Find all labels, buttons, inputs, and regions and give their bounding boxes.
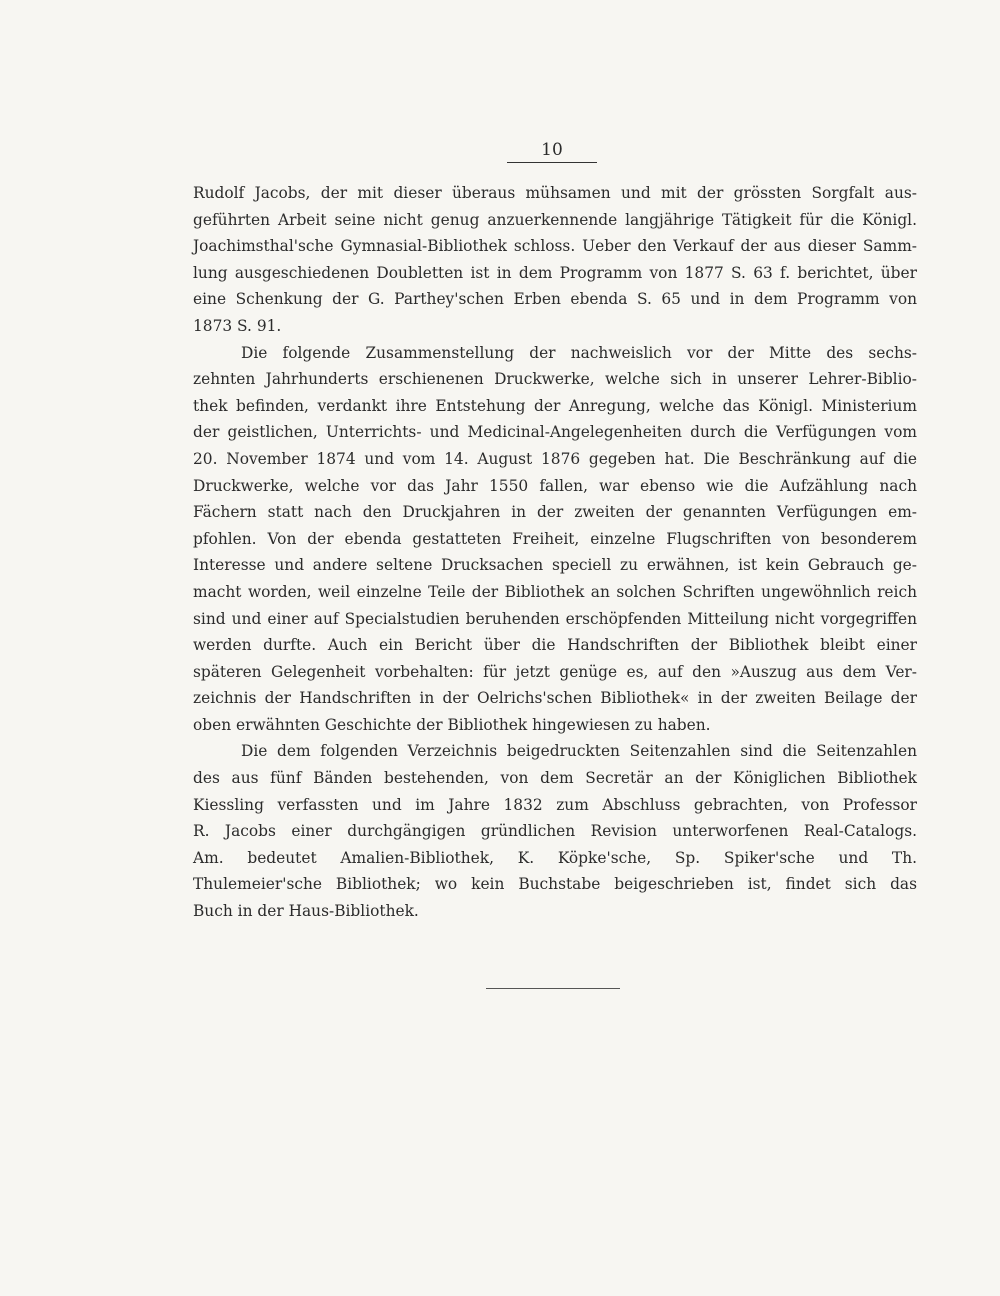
text-line: Thulemeier'sche Bibliothek; wo kein Buchstabe beigeschrieben ist, findet sich das (193, 875, 917, 894)
text-line: R. Jacobs einer durchgängigen gründlichen Revision unterworfenen Real-Catalogs. (193, 822, 917, 841)
text-line: werden durfte. Auch ein Bericht über die Handschriften der Bibliothek bleibt einer (193, 636, 917, 655)
text-line: zehnten Jahrhunderts erschienenen Druckwerke, welche sich in unserer Lehrer-Biblio- (193, 370, 917, 389)
paragraph-start-line: Die dem folgenden Verzeichnis beigedruckten Seitenzahlen sind die Seitenzahlen (241, 742, 917, 761)
section-end-rule (486, 988, 620, 989)
text-line: Joachimsthal'sche Gymnasial-Bibliothek schloss. Ueber den Verkauf der aus dieser Samm- (193, 237, 917, 256)
body-text (193, 180, 917, 925)
text-line: lung ausgeschiedenen Doubletten ist in dem Programm von 1877 S. 63 f. berichtet, über (193, 263, 917, 282)
text-line: 1873 S. 91. (193, 316, 282, 335)
text-line: späteren Gelegenheit vorbehalten: für jetzt genüge es, auf den »Auszug aus dem Ver- (193, 662, 917, 681)
text-line: der geistlichen, Unterrichts- und Medicinal-Angelegenheiten durch die Verfügungen vom (193, 423, 917, 442)
page-number-rule (507, 162, 597, 163)
text-line: Druckwerke, welche vor das Jahr 1550 fallen, war ebenso wie die Aufzählung nach (193, 476, 917, 495)
text-line: thek befinden, verdankt ihre Entstehung der Anregung, welche das Königl. Ministerium (193, 396, 917, 415)
page-number: 10 (541, 140, 563, 160)
text-line: 20. November 1874 und vom 14. August 1876 gegeben hat. Die Beschränkung auf die (193, 449, 917, 468)
text-line: oben erwähnten Geschichte der Bibliothek hingewiesen zu haben. (193, 715, 711, 734)
text-line: macht worden, weil einzelne Teile der Bibliothek an solchen Schriften ungewöhnlich reich (193, 582, 917, 601)
text-line: Am. bedeutet Amalien-Bibliothek, K. Köpke'sche, Sp. Spiker'sche und Th. (193, 848, 917, 867)
text-line: geführten Arbeit seine nicht genug anzuerkennende langjährige Tätigkeit für die Königl. (193, 210, 917, 229)
text-line: eine Schenkung der G. Parthey'schen Erben ebenda S. 65 und in dem Programm von (193, 290, 917, 309)
text-line: des aus fünf Bänden bestehenden, von dem Secretär an der Königlichen Bibliothek (193, 769, 917, 788)
text-line: zeichnis der Handschriften in der Oelrichs'schen Bibliothek« in der zweiten Beilage der (193, 689, 917, 708)
text-line: pfohlen. Von der ebenda gestatteten Freiheit, einzelne Flugschriften von besonderem (193, 529, 917, 548)
text-line: Fächern statt nach den Druckjahren in der zweiten der genannten Verfügungen em- (193, 503, 917, 522)
text-line: Kiessling verfassten und im Jahre 1832 zum Abschluss gebrachten, von Professor (193, 795, 917, 814)
paragraph-start-line: Die folgende Zusammenstellung der nachweislich vor der Mitte des sechs- (241, 343, 917, 362)
text-line: Buch in der Haus-Bibliothek. (193, 902, 419, 921)
text-line: Interesse und andere seltene Drucksachen speciell zu erwähnen, ist kein Gebrauch ge- (193, 556, 917, 575)
text-line: Rudolf Jacobs, der mit dieser überaus mühsamen und mit der grössten Sorgfalt aus- (193, 184, 917, 202)
text-line: sind und einer auf Specialstudien beruhenden erschöpfenden Mitteilung nicht vorgegriffen (193, 609, 917, 628)
